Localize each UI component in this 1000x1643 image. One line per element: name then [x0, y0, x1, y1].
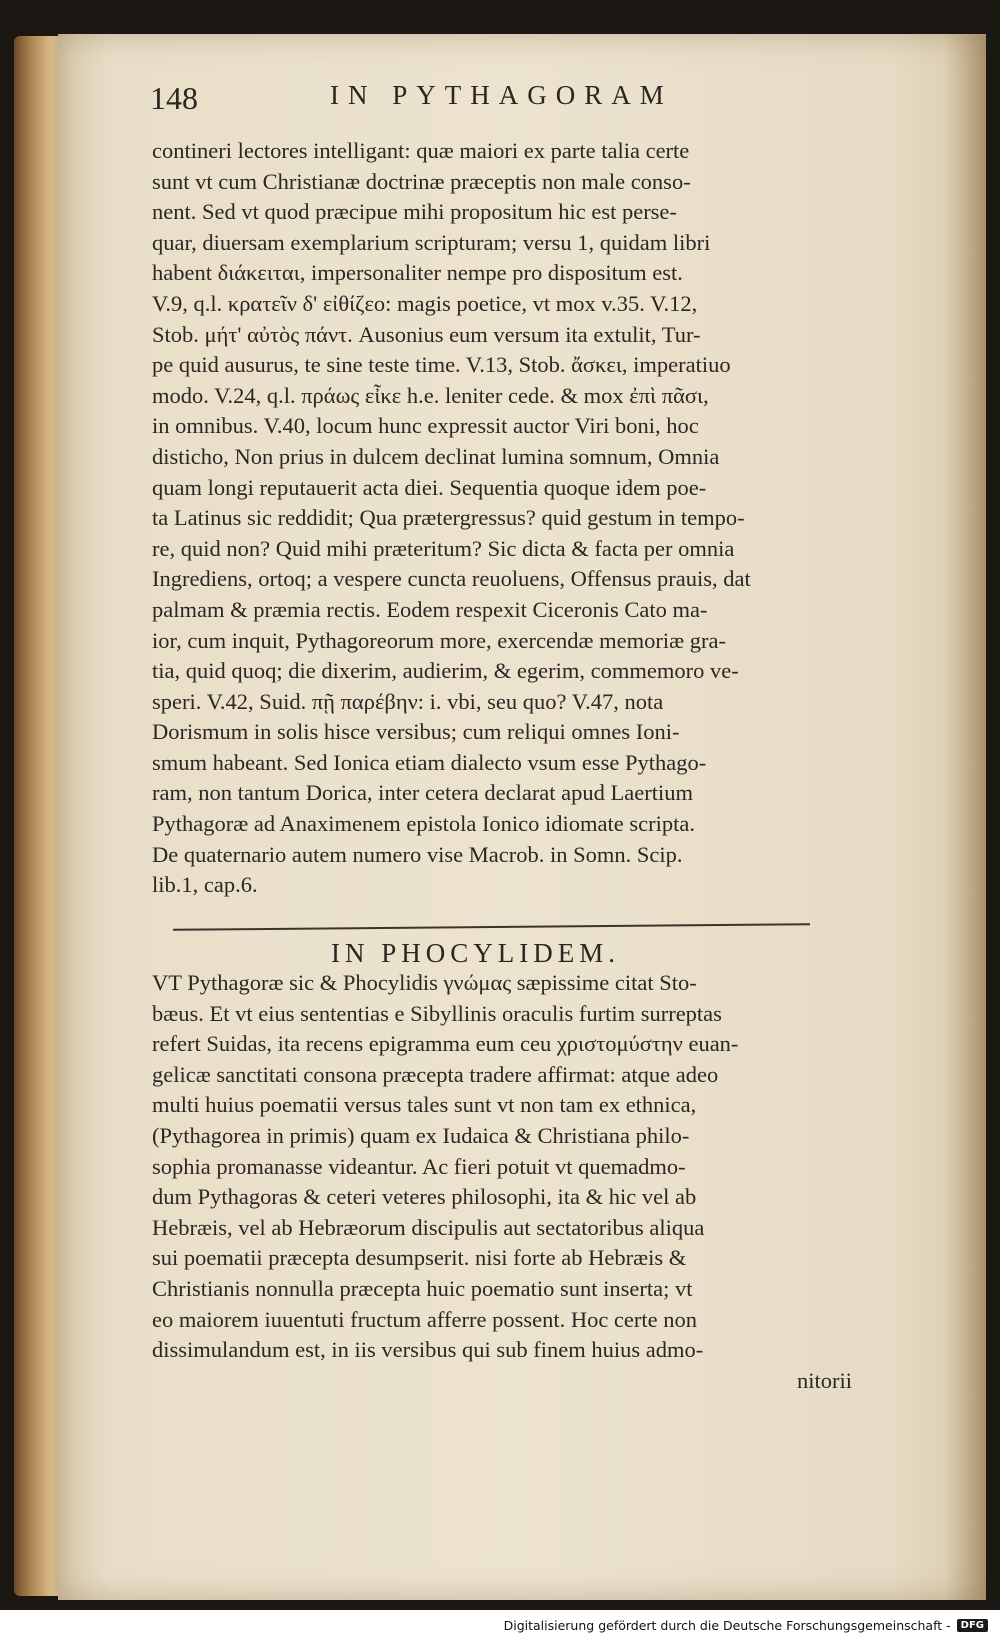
text-line: Hebræis, vel ab Hebræorum discipulis aut sectatoribus aliqua	[152, 1214, 705, 1240]
text-line: ior, cum inquit, Pythagoreorum more, exercendæ memoriæ gra-	[152, 627, 726, 653]
text-line: smum habeant. Sed Ionica etiam dialecto vsum esse Pythago-	[152, 749, 707, 775]
text-line: in omnibus. V.40, locum hunc expressit auctor Viri boni, hoc	[152, 413, 699, 439]
text-line: eo maiorem iuuentuti fructum afferre possent. Hoc certe non	[152, 1306, 698, 1332]
text-line: sui poematii præcepta desumpserit. nisi forte ab Hebræis &	[152, 1245, 687, 1271]
page-number: 148	[150, 80, 198, 116]
text-line: quam longi reputauerit acta diei. Sequentia quoque idem poe-	[152, 474, 707, 500]
page-gutter-shadow	[944, 34, 986, 1600]
text-line: palmam & præmia rectis. Eodem respexit Ciceronis Cato ma-	[152, 596, 708, 622]
text-line: multi huius poematii versus tales sunt vt non tam ex ethnica,	[152, 1092, 697, 1118]
text-line: lib.1, cap.6.	[152, 872, 258, 898]
text-line: De quaternario autem numero vise Macrob. in Somn. Scip.	[152, 841, 683, 867]
text-line: tia, quid quoq; die dixerim, audierim, & egerim, commemoro ve-	[152, 658, 739, 684]
text-line: (Pythagorea in primis) quam ex Iudaica & Christiana philo-	[152, 1122, 690, 1148]
footer-credit: Digitalisierung gefördert durch die Deutsche Forschungsgemeinschaft -	[503, 1618, 951, 1633]
text-line: quar, diuersam exemplarium scripturam; versu 1, quidam libri	[152, 229, 711, 255]
commentary-text	[152, 136, 852, 901]
digitization-footer	[504, 1618, 988, 1633]
text-line: nent. Sed vt quod præcipue mihi propositum hic est perse-	[152, 199, 677, 225]
section-text	[152, 968, 852, 1396]
text-line: sophia promanasse videantur. Ac fieri potuit vt quemadmo-	[152, 1153, 686, 1179]
text-line: bæus. Et vt eius sententias e Sibyllinis oraculis furtim surreptas	[152, 1000, 722, 1026]
dfg-logo-icon: DFG	[957, 1619, 988, 1632]
text-line: dum Pythagoras & ceteri veteres philosophi, ita & hic vel ab	[152, 1184, 697, 1210]
text-line: ta Latinus sic reddidit; Qua prætergressus? quid gestum in tempo-	[152, 505, 745, 531]
text-line: speri. V.42, Suid. πῇ παρέβην: i. vbi, seu quo? V.47, nota	[152, 688, 664, 714]
running-title: IN PYTHAGORAM	[330, 80, 673, 110]
text-line: contineri lectores intelligant: quæ maiori ex parte talia certe	[152, 138, 690, 163]
text-line: habent διάκειται, impersonaliter nempe pro dispositum est.	[152, 260, 683, 286]
text-line: refert Suidas, ita recens epigramma eum ceu χριστομύστην euan-	[152, 1031, 739, 1057]
text-line: dissimulandum est, in iis versibus qui sub finem huius admo-	[152, 1337, 704, 1363]
text-line: re, quid non? Quid mihi præteritum? Sic dicta & facta per omnia	[152, 535, 735, 561]
catchword: nitorii	[797, 1367, 852, 1393]
text-line: V.9, q.l. κρατεῖν δ' εἰθίζεο: magis poetice, vt mox v.35. V.12,	[152, 290, 698, 316]
text-line: Ingrediens, ortoq; a vespere cuncta reuoluens, Offensus prauis, dat	[152, 566, 751, 592]
text-line: Stob. μήτ' αὐτὸς πάντ. Ausonius eum versum ita extulit, Tur-	[152, 321, 701, 347]
text-line: Christianis nonnulla præcepta huic poematio sunt inserta; vt	[152, 1275, 693, 1301]
page-header	[150, 80, 790, 120]
text-line: Pythagoræ ad Anaximenem epistola Ionico idiomate scripta.	[152, 811, 695, 837]
section-title: IN PHOCYLIDEM.	[331, 938, 620, 968]
text-line: gelicæ sanctitati consona præcepta tradere affirmat: atque adeo	[152, 1061, 719, 1087]
text-line: VT Pythagoræ sic & Phocylidis γνώμας sæpissime citat Sto-	[152, 970, 697, 995]
text-line: Dorismum in solis hisce versibus; cum reliqui omnes Ioni-	[152, 719, 680, 745]
text-line: sunt vt cum Christianæ doctrinæ præceptis non male conso-	[152, 168, 691, 194]
text-line: disticho, Non prius in dulcem declinat lumina somnum, Omnia	[152, 443, 720, 469]
text-line: pe quid ausurus, te sine teste time. V.13, Stob. ἄσκει, imperatiuo	[152, 352, 731, 378]
text-line: modo. V.24, q.l. πράως εἶκε h.e. leniter cede. & mox ἐπὶ πᾶσι,	[152, 382, 709, 408]
text-line: ram, non tantum Dorica, inter cetera declarat apud Laertium	[152, 780, 693, 806]
